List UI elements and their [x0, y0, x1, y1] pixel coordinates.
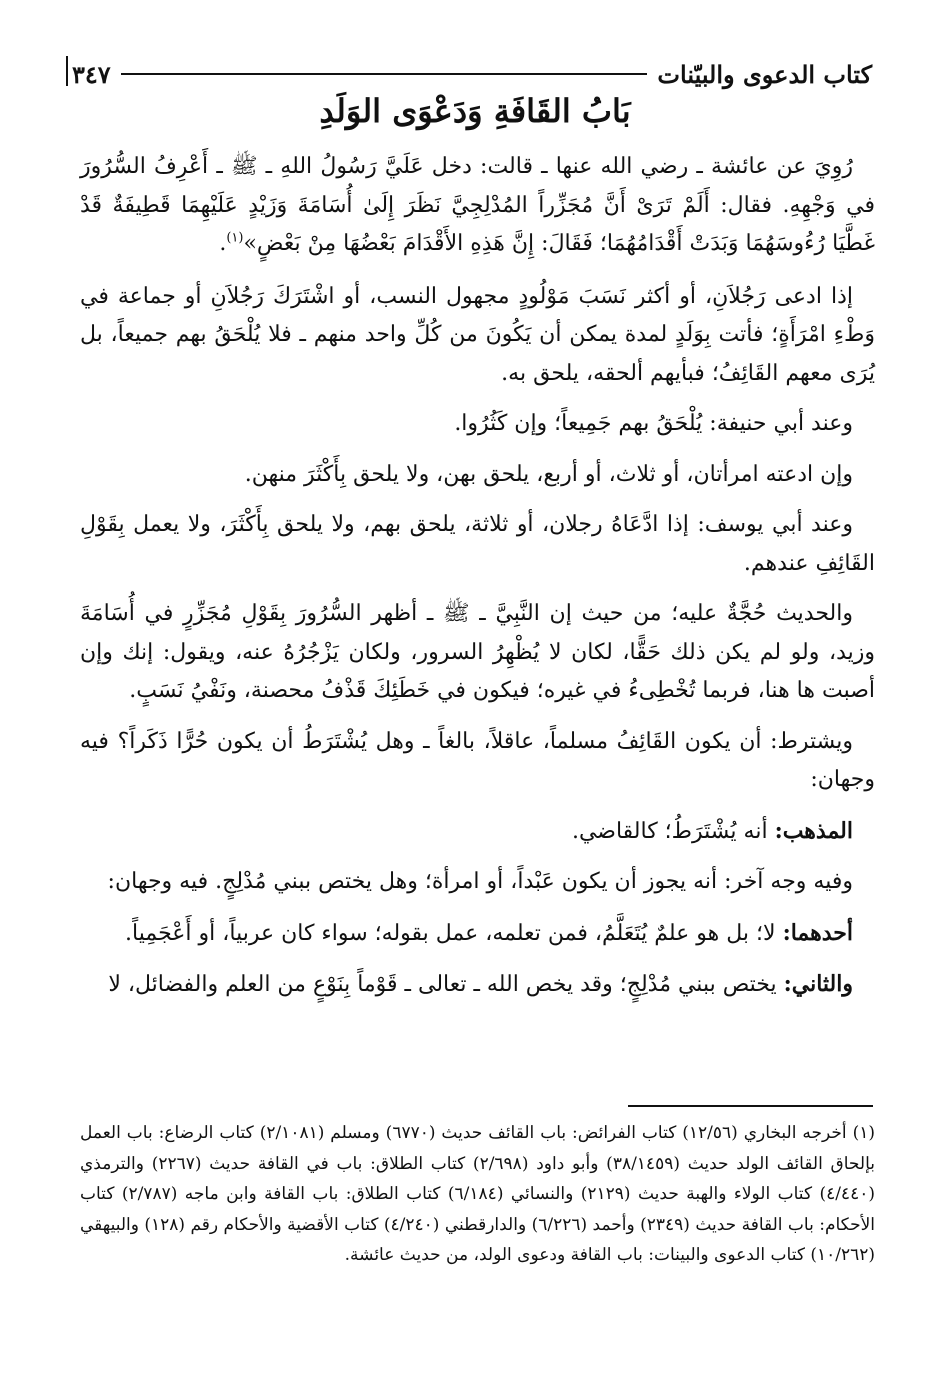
first-view-paragraph: أحدهما: لا؛ بل هو علمٌ يُتَعَلَّمُ، فمن تعلمه، عمل بقوله؛ سواء كان عربياً، أو أَعْجَمِياً.: [125, 919, 853, 946]
header-rule: [121, 73, 648, 75]
running-title: كتاب الدعوى والبيّنات: [657, 59, 872, 89]
term-madhhab: المذهب:: [774, 817, 853, 844]
page-number: ٣٤٧: [72, 59, 111, 89]
term-second: والثاني:: [783, 971, 853, 997]
paragraph: وإن ادعته امرأتان، أو ثلاث، أو أربع، يلحق بهن، ولا يلحق بِأَكْثَرَ منهن.: [244, 461, 853, 487]
paragraph: وعند أبي حنيفة: يُلْحَقُ بهم جَمِيعاً؛ وإن كَثُرُوا.: [454, 411, 853, 436]
page-header: [72, 54, 872, 94]
madhhab-paragraph: المذهب: أنه يُشْتَرَطُ؛ كالقاضي.: [571, 817, 853, 844]
footnote-rule: [628, 1105, 873, 1107]
footnote-marker: (١): [226, 230, 244, 246]
margin-bar: [66, 56, 68, 86]
paragraph: ويشترط: أن يكون القَائِفُ مسلماً، عاقلاً، بالغاً ـ وهل يُشْتَرَطُ أن يكون حُرًّا ذَكَراً؟ فيه وجهان:: [80, 728, 875, 792]
term-first: أحدهما:: [782, 919, 853, 946]
paragraph: والحديث حُجَّةٌ عليه؛ من حيث إن النَّبِيَّ ـ ﷺ ـ أظهر السُّرُورَ بِقَوْلِ مُجَزِّرٍ في أُسَامَةَ وزيد، ولو لم يكن ذلك حَقًّا، لكان لا يُظْهِرُ السرور، ولكان يَزْجُرُهُ عنه، ويقول: إنك وإن أصبت ها هنا، فربما تُخْطِىءُ في غيره؛ فيكون في خَطَئِكَ قَذْفُ محصنة، ونَفْيُ نَسَبٍ.: [80, 601, 875, 703]
footnote-1: (١) أخرجه البخاري (١٢/٥٦) كتاب الفرائض: باب القائف حديث (٦٧٧٠) ومسلم (٢/١٠٨١) كتاب الرضاع: باب العمل بإلحاق القائف الولد حديث (٣٨/١٤٥٩) وأبو داود (٢/٦٩٨) كتاب الطلاق: باب في القافة حديث (٢٢٦٧) والترمذي (٤/٤٤٠) كتاب الولاء والهبة حديث (٢١٢٩) والنسائي (٦/١٨٤) كتاب الطلاق: باب القافة وابن ماجه (٢/٧٨٧) كتاب الأحكام: باب القافة حديث (٢٣٤٩) وأحمد (٦/٢٢٦) والدارقطني (٤/٢٤٠) كتاب الأقضية والأحكام رقم (١٢٨) والبيهقي (١٠/٢٦٢) كتاب الدعوى والبينات: باب القافة ودعوى الولد، من حديث عائشة.: [80, 1123, 875, 1266]
footnotes: [80, 1118, 875, 1271]
chapter-title: بَابُ القَافَةِ وَدَعْوَى الوَلَدِ: [319, 92, 631, 130]
paragraph: وعند أبي يوسف: إذا ادَّعَاهُ رجلان، أو ثلاثة، يلحق بهم، ولا يلحق بِأَكْثَرَ، ولا يعمل بِقَوْلِ القَائِفِ عندهم.: [80, 512, 875, 576]
paragraph: وفيه وجه آخر: أنه يجوز أن يكون عَبْداً، أو امرأة؛ وهل يختص ببني مُدْلِجٍ. فيه وجهان:: [107, 869, 853, 894]
paragraph: إذا ادعى رَجُلاَنِ، أو أكثر نَسَبَ مَوْلُودٍ مجهول النسب، أو اشْتَرَكَ رَجُلاَنِ أو جماعة في وَطْءِ امْرَأَةٍ؛ فأتت بِوَلَدٍ لمدة يمكن أن يَكُونَ من كُلِّ واحد منهم ـ فلا يُلْحَقُ بهم جميعاً، بل يُرَى معهم القَائِفُ؛ فبأيهم ألحقه، يلحق به.: [80, 283, 875, 386]
hadith-paragraph: رُوِيَ عن عائشة ـ رضي الله عنها ـ قالت: دخل عَلَيَّ رَسُولُ اللهِ ـ ﷺ ـ أَعْرِفُ السُّرُورَ في وَجْهِهِ. فقال: أَلَمْ تَرَىْ أَنَّ مُجَزِّراً المُدْلِجِيَّ نَظَرَ إِلَىٰ أُسَامَةَ وَزَيْدٍ عَلَيْهِمَا قَطِيفَةٌ قَدْ غَطَّيَا رُءُوسَهُمَا وَبَدَتْ أَقْدَامُهُمَا؛ فَقَالَ: إِنَّ هَذِهِ الأَقْدَامَ بَعْضُهَا مِنْ بَعْضٍ»$^{(١)}$.: [80, 154, 875, 256]
main-text: [80, 148, 875, 1017]
second-view-paragraph: والثاني: يختص ببني مُدْلِجٍ؛ وقد يخص الله ـ تعالى ـ قَوْماً بِنَوْعٍ من العلم والفضائل، لا: [108, 971, 853, 997]
